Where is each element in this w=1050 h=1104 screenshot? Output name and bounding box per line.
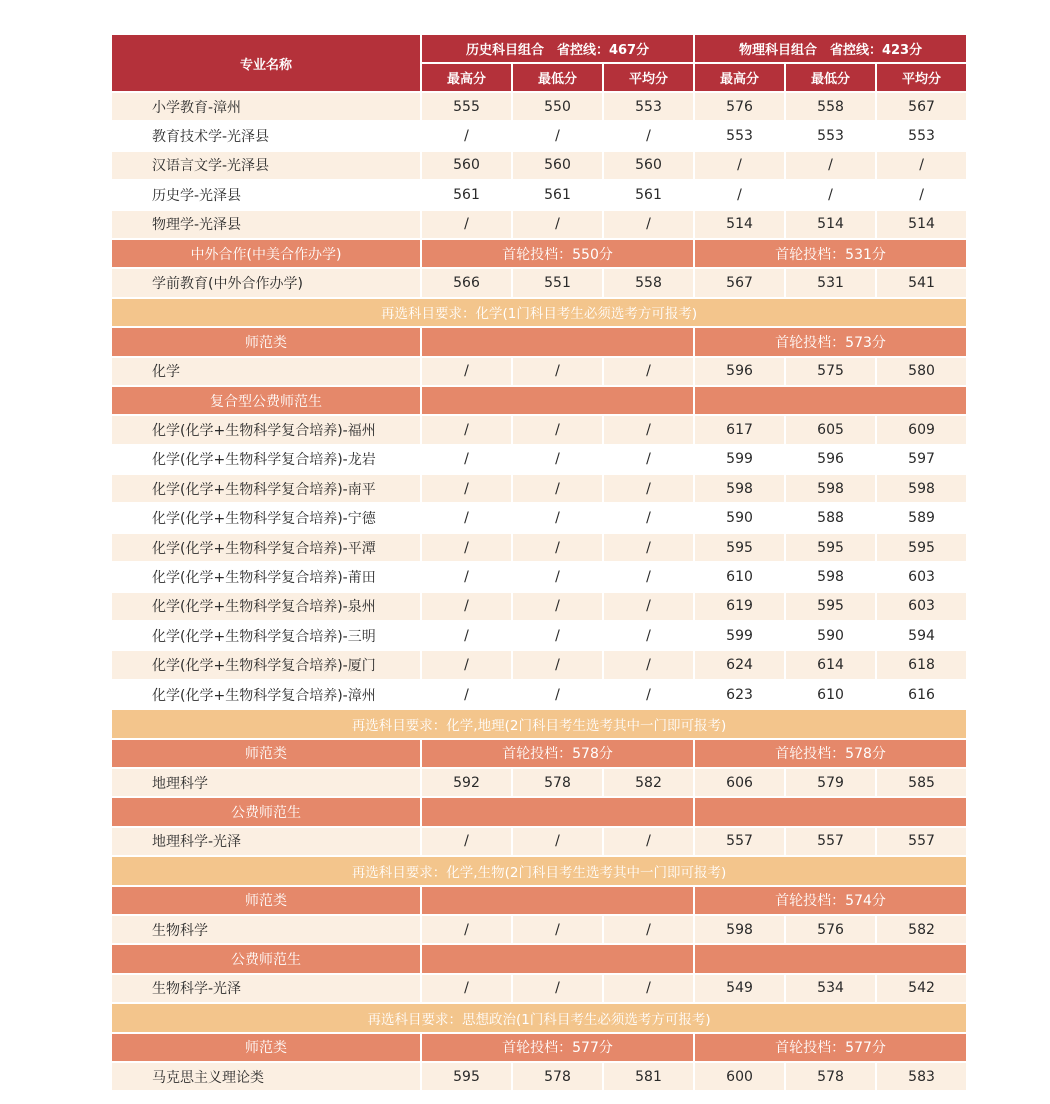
history-avg-cell: / bbox=[603, 474, 694, 503]
category-label: 公费师范生 bbox=[111, 797, 421, 826]
physics-max-cell: 598 bbox=[694, 474, 785, 503]
major-name-cell: 化学(化学+生物科学复合培养)-南平 bbox=[111, 474, 421, 503]
history-min-cell: / bbox=[512, 210, 603, 239]
subject-requirement-row bbox=[111, 856, 967, 885]
physics-max-cell: 617 bbox=[694, 415, 785, 444]
table-header bbox=[111, 34, 967, 92]
physics-min-cell: 531 bbox=[785, 268, 876, 297]
history-avg-cell: 581 bbox=[603, 1062, 694, 1091]
physics-min-cell: 590 bbox=[785, 621, 876, 650]
table-row bbox=[111, 533, 967, 562]
physics-first-round-cutoff bbox=[694, 797, 967, 826]
table-row bbox=[111, 650, 967, 679]
history-avg-cell: / bbox=[603, 562, 694, 591]
history-avg-cell: 582 bbox=[603, 768, 694, 797]
history-min-cell: / bbox=[512, 562, 603, 591]
history-avg-cell: / bbox=[603, 915, 694, 944]
history-first-round-cutoff: 首轮投档：577分 bbox=[421, 1033, 694, 1062]
header-history-avg: 平均分 bbox=[603, 63, 694, 92]
physics-avg-cell: 595 bbox=[876, 533, 967, 562]
subject-requirement-text: 再选科目要求：化学,生物(2门科目考生选考其中一门即可报考) bbox=[111, 856, 967, 885]
major-name-cell: 化学(化学+生物科学复合培养)-平潭 bbox=[111, 533, 421, 562]
table-body bbox=[111, 92, 967, 1091]
physics-max-cell: 596 bbox=[694, 357, 785, 386]
table-row bbox=[111, 180, 967, 209]
header-physics-group: 物理科目组合 省控线：423分 bbox=[694, 34, 967, 63]
table-row bbox=[111, 974, 967, 1003]
subject-requirement-row bbox=[111, 1003, 967, 1032]
major-name-cell: 化学(化学+生物科学复合培养)-龙岩 bbox=[111, 445, 421, 474]
table-row bbox=[111, 915, 967, 944]
major-name-cell: 地理科学 bbox=[111, 768, 421, 797]
category-row bbox=[111, 739, 967, 768]
history-min-cell: / bbox=[512, 915, 603, 944]
history-max-cell: 555 bbox=[421, 92, 512, 121]
physics-min-cell: 605 bbox=[785, 415, 876, 444]
physics-min-cell: 553 bbox=[785, 121, 876, 150]
table-row bbox=[111, 92, 967, 121]
history-max-cell: / bbox=[421, 474, 512, 503]
history-avg-cell: / bbox=[603, 827, 694, 856]
physics-max-cell: 599 bbox=[694, 445, 785, 474]
physics-max-cell: 624 bbox=[694, 650, 785, 679]
history-max-cell: 561 bbox=[421, 180, 512, 209]
category-label: 师范类 bbox=[111, 886, 421, 915]
table-row bbox=[111, 592, 967, 621]
physics-max-cell: 595 bbox=[694, 533, 785, 562]
table-row bbox=[111, 415, 967, 444]
physics-min-cell: 578 bbox=[785, 1062, 876, 1091]
physics-max-cell: 623 bbox=[694, 680, 785, 709]
physics-min-cell: 614 bbox=[785, 650, 876, 679]
major-name-cell: 汉语言文学-光泽县 bbox=[111, 151, 421, 180]
category-row bbox=[111, 797, 967, 826]
category-label: 公费师范生 bbox=[111, 944, 421, 973]
physics-min-cell: 576 bbox=[785, 915, 876, 944]
header-history-min: 最低分 bbox=[512, 63, 603, 92]
history-avg-cell: / bbox=[603, 592, 694, 621]
history-first-round-cutoff bbox=[421, 944, 694, 973]
history-min-cell: / bbox=[512, 827, 603, 856]
history-max-cell: / bbox=[421, 415, 512, 444]
history-avg-cell: / bbox=[603, 533, 694, 562]
history-max-cell: / bbox=[421, 210, 512, 239]
history-max-cell: / bbox=[421, 680, 512, 709]
table-row bbox=[111, 768, 967, 797]
history-avg-cell: / bbox=[603, 650, 694, 679]
category-label: 中外合作(中美合作办学) bbox=[111, 239, 421, 268]
major-name-cell: 化学(化学+生物科学复合培养)-厦门 bbox=[111, 650, 421, 679]
history-min-cell: / bbox=[512, 121, 603, 150]
history-max-cell: / bbox=[421, 357, 512, 386]
history-first-round-cutoff: 首轮投档：578分 bbox=[421, 739, 694, 768]
history-min-cell: / bbox=[512, 357, 603, 386]
history-avg-cell: 560 bbox=[603, 151, 694, 180]
history-max-cell: 560 bbox=[421, 151, 512, 180]
physics-min-cell: 575 bbox=[785, 357, 876, 386]
major-name-cell: 地理科学-光泽 bbox=[111, 827, 421, 856]
physics-avg-cell: 598 bbox=[876, 474, 967, 503]
history-max-cell: / bbox=[421, 533, 512, 562]
header-physics-max: 最高分 bbox=[694, 63, 785, 92]
physics-avg-cell: 567 bbox=[876, 92, 967, 121]
major-name-cell: 小学教育-漳州 bbox=[111, 92, 421, 121]
subject-requirement-text: 再选科目要求：化学,地理(2门科目考生选考其中一门即可报考) bbox=[111, 709, 967, 738]
major-name-cell: 化学(化学+生物科学复合培养)-三明 bbox=[111, 621, 421, 650]
history-avg-cell: 558 bbox=[603, 268, 694, 297]
history-max-cell: / bbox=[421, 503, 512, 532]
physics-max-cell: 514 bbox=[694, 210, 785, 239]
physics-first-round-cutoff: 首轮投档：577分 bbox=[694, 1033, 967, 1062]
physics-avg-cell: 585 bbox=[876, 768, 967, 797]
history-max-cell: 566 bbox=[421, 268, 512, 297]
history-min-cell: / bbox=[512, 415, 603, 444]
history-avg-cell: / bbox=[603, 121, 694, 150]
history-min-cell: / bbox=[512, 474, 603, 503]
physics-max-cell: 557 bbox=[694, 827, 785, 856]
physics-max-cell: 600 bbox=[694, 1062, 785, 1091]
category-label: 师范类 bbox=[111, 739, 421, 768]
physics-avg-cell: 553 bbox=[876, 121, 967, 150]
major-name-cell: 教育技术学-光泽县 bbox=[111, 121, 421, 150]
physics-max-cell: 549 bbox=[694, 974, 785, 1003]
major-name-cell: 物理学-光泽县 bbox=[111, 210, 421, 239]
table-row bbox=[111, 474, 967, 503]
category-label: 师范类 bbox=[111, 327, 421, 356]
subject-requirement-text: 再选科目要求：思想政治(1门科目考生必须选考方可报考) bbox=[111, 1003, 967, 1032]
major-name-cell: 学前教育(中外合作办学) bbox=[111, 268, 421, 297]
header-physics-avg: 平均分 bbox=[876, 63, 967, 92]
history-min-cell: / bbox=[512, 621, 603, 650]
physics-min-cell: 596 bbox=[785, 445, 876, 474]
header-history-group: 历史科目组合 省控线：467分 bbox=[421, 34, 694, 63]
history-min-cell: / bbox=[512, 503, 603, 532]
header-major-name: 专业名称 bbox=[111, 34, 421, 92]
history-max-cell: / bbox=[421, 974, 512, 1003]
physics-min-cell: 610 bbox=[785, 680, 876, 709]
major-name-cell: 生物科学 bbox=[111, 915, 421, 944]
history-avg-cell: 553 bbox=[603, 92, 694, 121]
physics-avg-cell: 580 bbox=[876, 357, 967, 386]
physics-avg-cell: 542 bbox=[876, 974, 967, 1003]
history-min-cell: 551 bbox=[512, 268, 603, 297]
physics-first-round-cutoff: 首轮投档：573分 bbox=[694, 327, 967, 356]
physics-avg-cell: 582 bbox=[876, 915, 967, 944]
category-label: 师范类 bbox=[111, 1033, 421, 1062]
physics-min-cell: 514 bbox=[785, 210, 876, 239]
history-avg-cell: / bbox=[603, 621, 694, 650]
category-row bbox=[111, 1033, 967, 1062]
physics-avg-cell: 609 bbox=[876, 415, 967, 444]
history-avg-cell: / bbox=[603, 974, 694, 1003]
physics-avg-cell: 597 bbox=[876, 445, 967, 474]
physics-min-cell: / bbox=[785, 180, 876, 209]
history-min-cell: / bbox=[512, 445, 603, 474]
history-max-cell: / bbox=[421, 562, 512, 591]
physics-max-cell: 567 bbox=[694, 268, 785, 297]
history-min-cell: 578 bbox=[512, 768, 603, 797]
history-min-cell: / bbox=[512, 533, 603, 562]
history-avg-cell: / bbox=[603, 210, 694, 239]
physics-min-cell: 598 bbox=[785, 474, 876, 503]
physics-first-round-cutoff: 首轮投档：531分 bbox=[694, 239, 967, 268]
physics-max-cell: 606 bbox=[694, 768, 785, 797]
physics-max-cell: 619 bbox=[694, 592, 785, 621]
table-row bbox=[111, 121, 967, 150]
physics-first-round-cutoff: 首轮投档：574分 bbox=[694, 886, 967, 915]
history-first-round-cutoff bbox=[421, 886, 694, 915]
table-row bbox=[111, 680, 967, 709]
physics-max-cell: 590 bbox=[694, 503, 785, 532]
subject-requirement-row bbox=[111, 298, 967, 327]
physics-avg-cell: 618 bbox=[876, 650, 967, 679]
major-name-cell: 生物科学-光泽 bbox=[111, 974, 421, 1003]
physics-avg-cell: / bbox=[876, 180, 967, 209]
history-avg-cell: / bbox=[603, 445, 694, 474]
table-row bbox=[111, 827, 967, 856]
physics-max-cell: 553 bbox=[694, 121, 785, 150]
history-first-round-cutoff bbox=[421, 797, 694, 826]
physics-min-cell: 557 bbox=[785, 827, 876, 856]
history-max-cell: 592 bbox=[421, 768, 512, 797]
table-row bbox=[111, 621, 967, 650]
table-row bbox=[111, 151, 967, 180]
admission-score-table bbox=[110, 33, 966, 1092]
category-row bbox=[111, 944, 967, 973]
table-row bbox=[111, 1062, 967, 1091]
physics-min-cell: / bbox=[785, 151, 876, 180]
physics-first-round-cutoff: 首轮投档：578分 bbox=[694, 739, 967, 768]
physics-max-cell: 576 bbox=[694, 92, 785, 121]
physics-min-cell: 588 bbox=[785, 503, 876, 532]
category-row bbox=[111, 386, 967, 415]
history-max-cell: / bbox=[421, 650, 512, 679]
physics-min-cell: 534 bbox=[785, 974, 876, 1003]
table-row bbox=[111, 562, 967, 591]
history-max-cell: / bbox=[421, 621, 512, 650]
header-history-max: 最高分 bbox=[421, 63, 512, 92]
physics-max-cell: / bbox=[694, 180, 785, 209]
physics-min-cell: 579 bbox=[785, 768, 876, 797]
header-physics-min: 最低分 bbox=[785, 63, 876, 92]
physics-avg-cell: 589 bbox=[876, 503, 967, 532]
subject-requirement-text: 再选科目要求：化学(1门科目考生必须选考方可报考) bbox=[111, 298, 967, 327]
table-row bbox=[111, 503, 967, 532]
history-min-cell: 578 bbox=[512, 1062, 603, 1091]
history-avg-cell: 561 bbox=[603, 180, 694, 209]
major-name-cell: 历史学-光泽县 bbox=[111, 180, 421, 209]
history-avg-cell: / bbox=[603, 415, 694, 444]
history-min-cell: 561 bbox=[512, 180, 603, 209]
history-first-round-cutoff bbox=[421, 386, 694, 415]
physics-avg-cell: 616 bbox=[876, 680, 967, 709]
physics-max-cell: 598 bbox=[694, 915, 785, 944]
category-row bbox=[111, 239, 967, 268]
history-avg-cell: / bbox=[603, 503, 694, 532]
history-avg-cell: / bbox=[603, 680, 694, 709]
history-min-cell: 560 bbox=[512, 151, 603, 180]
history-max-cell: / bbox=[421, 592, 512, 621]
physics-max-cell: 599 bbox=[694, 621, 785, 650]
table-row bbox=[111, 210, 967, 239]
major-name-cell: 化学(化学+生物科学复合培养)-宁德 bbox=[111, 503, 421, 532]
physics-first-round-cutoff bbox=[694, 386, 967, 415]
history-min-cell: / bbox=[512, 680, 603, 709]
table-row bbox=[111, 357, 967, 386]
history-max-cell: 595 bbox=[421, 1062, 512, 1091]
table-row bbox=[111, 268, 967, 297]
physics-first-round-cutoff bbox=[694, 944, 967, 973]
physics-avg-cell: 514 bbox=[876, 210, 967, 239]
major-name-cell: 马克思主义理论类 bbox=[111, 1062, 421, 1091]
physics-max-cell: 610 bbox=[694, 562, 785, 591]
history-max-cell: / bbox=[421, 827, 512, 856]
history-max-cell: / bbox=[421, 121, 512, 150]
history-min-cell: / bbox=[512, 974, 603, 1003]
category-row bbox=[111, 327, 967, 356]
history-max-cell: / bbox=[421, 915, 512, 944]
table-row bbox=[111, 445, 967, 474]
category-row bbox=[111, 886, 967, 915]
physics-avg-cell: 594 bbox=[876, 621, 967, 650]
history-first-round-cutoff bbox=[421, 327, 694, 356]
physics-avg-cell: 557 bbox=[876, 827, 967, 856]
history-first-round-cutoff: 首轮投档：550分 bbox=[421, 239, 694, 268]
physics-min-cell: 595 bbox=[785, 592, 876, 621]
major-name-cell: 化学(化学+生物科学复合培养)-泉州 bbox=[111, 592, 421, 621]
physics-min-cell: 558 bbox=[785, 92, 876, 121]
physics-max-cell: / bbox=[694, 151, 785, 180]
history-min-cell: / bbox=[512, 592, 603, 621]
major-name-cell: 化学(化学+生物科学复合培养)-漳州 bbox=[111, 680, 421, 709]
category-label: 复合型公费师范生 bbox=[111, 386, 421, 415]
history-max-cell: / bbox=[421, 445, 512, 474]
history-min-cell: / bbox=[512, 650, 603, 679]
physics-min-cell: 595 bbox=[785, 533, 876, 562]
physics-avg-cell: / bbox=[876, 151, 967, 180]
physics-avg-cell: 603 bbox=[876, 592, 967, 621]
physics-avg-cell: 603 bbox=[876, 562, 967, 591]
physics-min-cell: 598 bbox=[785, 562, 876, 591]
major-name-cell: 化学 bbox=[111, 357, 421, 386]
history-avg-cell: / bbox=[603, 357, 694, 386]
major-name-cell: 化学(化学+生物科学复合培养)-莆田 bbox=[111, 562, 421, 591]
major-name-cell: 化学(化学+生物科学复合培养)-福州 bbox=[111, 415, 421, 444]
subject-requirement-row bbox=[111, 709, 967, 738]
physics-avg-cell: 541 bbox=[876, 268, 967, 297]
physics-avg-cell: 583 bbox=[876, 1062, 967, 1091]
history-min-cell: 550 bbox=[512, 92, 603, 121]
